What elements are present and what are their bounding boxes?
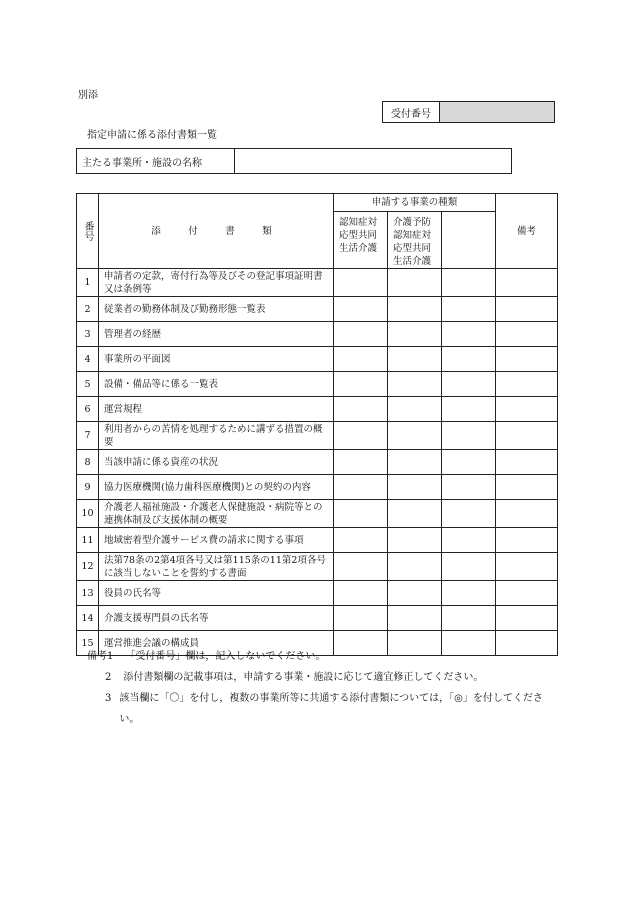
header-documents: 添 付 書 類 bbox=[99, 194, 334, 269]
attachment-documents-table bbox=[76, 193, 558, 656]
service-check-2[interactable] bbox=[388, 553, 442, 581]
row-document-name: 地域密着型介護サービス費の請求に関する事項 bbox=[99, 528, 334, 553]
header-number bbox=[77, 194, 99, 269]
row-number: 11 bbox=[77, 528, 99, 553]
row-number: 7 bbox=[77, 422, 99, 450]
note-text: 「受付番号」欄は，記入しないでください。 bbox=[125, 651, 326, 662]
service-check-1[interactable] bbox=[334, 347, 388, 372]
table-row bbox=[77, 500, 558, 528]
service-check-3[interactable] bbox=[442, 581, 496, 606]
remarks-cell[interactable] bbox=[496, 297, 558, 322]
remarks-cell[interactable] bbox=[496, 581, 558, 606]
row-number: 13 bbox=[77, 581, 99, 606]
receipt-number-box bbox=[382, 101, 555, 123]
service-check-1[interactable] bbox=[334, 450, 388, 475]
note-item bbox=[87, 646, 567, 667]
row-document-name: 運営規程 bbox=[99, 397, 334, 422]
service-check-3[interactable] bbox=[442, 606, 496, 631]
receipt-number-field[interactable] bbox=[440, 102, 555, 123]
row-document-name: 法第78条の2第4項各号又は第115条の11第2項各号に該当しないことを誓約する書面 bbox=[99, 553, 334, 581]
service-check-2[interactable] bbox=[388, 500, 442, 528]
service-check-3[interactable] bbox=[442, 322, 496, 347]
service-type-line: 介護予防 bbox=[393, 217, 432, 228]
service-check-1[interactable] bbox=[334, 606, 388, 631]
row-document-name: 申請者の定款，寄付行為等及びその登記事項証明書又は条例等 bbox=[99, 269, 334, 297]
remarks-cell[interactable] bbox=[496, 422, 558, 450]
row-document-name: 運営推進会議の構成員 bbox=[99, 631, 334, 656]
receipt-number-label: 受付番号 bbox=[383, 102, 440, 123]
facility-name-label: 主たる事業所・施設の名称 bbox=[77, 149, 235, 174]
row-number: 14 bbox=[77, 606, 99, 631]
service-check-3[interactable] bbox=[442, 269, 496, 297]
service-check-1[interactable] bbox=[334, 372, 388, 397]
row-document-name: 事業所の平面図 bbox=[99, 347, 334, 372]
service-check-3[interactable] bbox=[442, 297, 496, 322]
table-row bbox=[77, 450, 558, 475]
notes-prefix: 備考 bbox=[87, 651, 107, 662]
service-check-3[interactable] bbox=[442, 372, 496, 397]
service-check-2[interactable] bbox=[388, 606, 442, 631]
note-item bbox=[87, 688, 567, 730]
service-check-1[interactable] bbox=[334, 475, 388, 500]
service-type-line: 応型共同 bbox=[339, 230, 378, 241]
row-document-name: 設備・備品等に係る一覧表 bbox=[99, 372, 334, 397]
table-row bbox=[77, 528, 558, 553]
service-type-line: 生活介護 bbox=[339, 243, 378, 254]
header-service-type-2 bbox=[388, 212, 442, 269]
note-number: 1 bbox=[107, 651, 114, 662]
row-number: 4 bbox=[77, 347, 99, 372]
table-row bbox=[77, 297, 558, 322]
service-check-2[interactable] bbox=[388, 397, 442, 422]
table-row bbox=[77, 606, 558, 631]
service-check-1[interactable] bbox=[334, 269, 388, 297]
header-service-type-1 bbox=[334, 212, 388, 269]
row-document-name: 管理者の経歴 bbox=[99, 322, 334, 347]
row-number: 8 bbox=[77, 450, 99, 475]
service-check-2[interactable] bbox=[388, 475, 442, 500]
service-check-3[interactable] bbox=[442, 422, 496, 450]
service-check-3[interactable] bbox=[442, 347, 496, 372]
service-check-3[interactable] bbox=[442, 397, 496, 422]
service-check-2[interactable] bbox=[388, 372, 442, 397]
note-number: 3 bbox=[105, 693, 112, 704]
note-text: 該当欄に「〇」を付し，複数の事業所等に共通する添付書類については，「◎」を付してください。 bbox=[119, 693, 543, 725]
table-row bbox=[77, 269, 558, 297]
remarks-cell[interactable] bbox=[496, 606, 558, 631]
service-check-2[interactable] bbox=[388, 269, 442, 297]
service-check-1[interactable] bbox=[334, 553, 388, 581]
row-number: 2 bbox=[77, 297, 99, 322]
service-check-1[interactable] bbox=[334, 397, 388, 422]
row-document-name: 当該申請に係る資産の状況 bbox=[99, 450, 334, 475]
table-row bbox=[77, 422, 558, 450]
service-check-2[interactable] bbox=[388, 422, 442, 450]
remarks-cell[interactable] bbox=[496, 397, 558, 422]
remarks-cell[interactable] bbox=[496, 475, 558, 500]
table-row bbox=[77, 553, 558, 581]
row-number: 3 bbox=[77, 322, 99, 347]
service-check-1[interactable] bbox=[334, 528, 388, 553]
row-number: 9 bbox=[77, 475, 99, 500]
service-check-3[interactable] bbox=[442, 475, 496, 500]
row-document-name: 利用者からの苦情を処理するために講ずる措置の概要 bbox=[99, 422, 334, 450]
row-number: 15 bbox=[77, 631, 99, 656]
attachment-label: 別添 bbox=[78, 90, 98, 101]
table-row bbox=[77, 581, 558, 606]
service-check-2[interactable] bbox=[388, 581, 442, 606]
row-number: 10 bbox=[77, 500, 99, 528]
document-title: 指定申請に係る添付書類一覧 bbox=[87, 130, 217, 141]
remarks-cell[interactable] bbox=[496, 450, 558, 475]
service-check-2[interactable] bbox=[388, 322, 442, 347]
row-number: 1 bbox=[77, 269, 99, 297]
service-type-line: 応型共同 bbox=[393, 243, 432, 254]
service-check-1[interactable] bbox=[334, 422, 388, 450]
row-document-name: 従業者の勤務体制及び勤務形態一覧表 bbox=[99, 297, 334, 322]
row-document-name: 役員の氏名等 bbox=[99, 581, 334, 606]
remarks-cell[interactable] bbox=[496, 372, 558, 397]
remarks-cell[interactable] bbox=[496, 347, 558, 372]
service-check-3[interactable] bbox=[442, 500, 496, 528]
header-service-group: 申請する事業の種類 bbox=[334, 194, 496, 212]
row-number: 12 bbox=[77, 553, 99, 581]
row-document-name: 介護支援専門員の氏名等 bbox=[99, 606, 334, 631]
table-row bbox=[77, 372, 558, 397]
service-check-3[interactable] bbox=[442, 553, 496, 581]
service-check-1[interactable] bbox=[334, 500, 388, 528]
table-row bbox=[77, 475, 558, 500]
service-type-line: 生活介護 bbox=[393, 256, 432, 267]
service-check-2[interactable] bbox=[388, 347, 442, 372]
table-row bbox=[77, 322, 558, 347]
service-check-1[interactable] bbox=[334, 581, 388, 606]
row-document-name: 協力医療機関(協力歯科医療機関)との契約の内容 bbox=[99, 475, 334, 500]
service-type-line: 認知症対 bbox=[339, 217, 378, 228]
row-number: 6 bbox=[77, 397, 99, 422]
row-number: 5 bbox=[77, 372, 99, 397]
row-document-name: 介護老人福祉施設・介護老人保健施設・病院等との連携体制及び支援体制の概要 bbox=[99, 500, 334, 528]
note-item bbox=[87, 667, 567, 688]
service-type-2-lines bbox=[393, 216, 441, 268]
remarks-cell[interactable] bbox=[496, 500, 558, 528]
header-remarks: 備考 bbox=[496, 194, 558, 269]
remarks-cell[interactable] bbox=[496, 322, 558, 347]
service-check-2[interactable] bbox=[388, 450, 442, 475]
service-type-line: 認知症対 bbox=[393, 230, 432, 241]
remarks-cell[interactable] bbox=[496, 528, 558, 553]
service-check-1[interactable] bbox=[334, 322, 388, 347]
service-check-1[interactable] bbox=[334, 297, 388, 322]
table-row bbox=[77, 397, 558, 422]
note-number: 2 bbox=[105, 672, 112, 683]
service-type-1-lines bbox=[339, 216, 387, 255]
facility-name-box bbox=[76, 148, 512, 174]
service-check-3[interactable] bbox=[442, 450, 496, 475]
remarks-cell[interactable] bbox=[496, 553, 558, 581]
note-text: 添付書類欄の記載事項は，申請する事業・施設に応じて適宜修正してください。 bbox=[123, 672, 484, 683]
header-number-text: 番号 bbox=[82, 221, 93, 241]
service-check-2[interactable] bbox=[388, 528, 442, 553]
remarks-cell[interactable] bbox=[496, 269, 558, 297]
service-check-3[interactable] bbox=[442, 528, 496, 553]
table-row bbox=[77, 347, 558, 372]
notes-section bbox=[87, 646, 567, 730]
facility-name-field[interactable] bbox=[235, 149, 512, 174]
header-service-type-3 bbox=[442, 212, 496, 269]
service-check-2[interactable] bbox=[388, 297, 442, 322]
